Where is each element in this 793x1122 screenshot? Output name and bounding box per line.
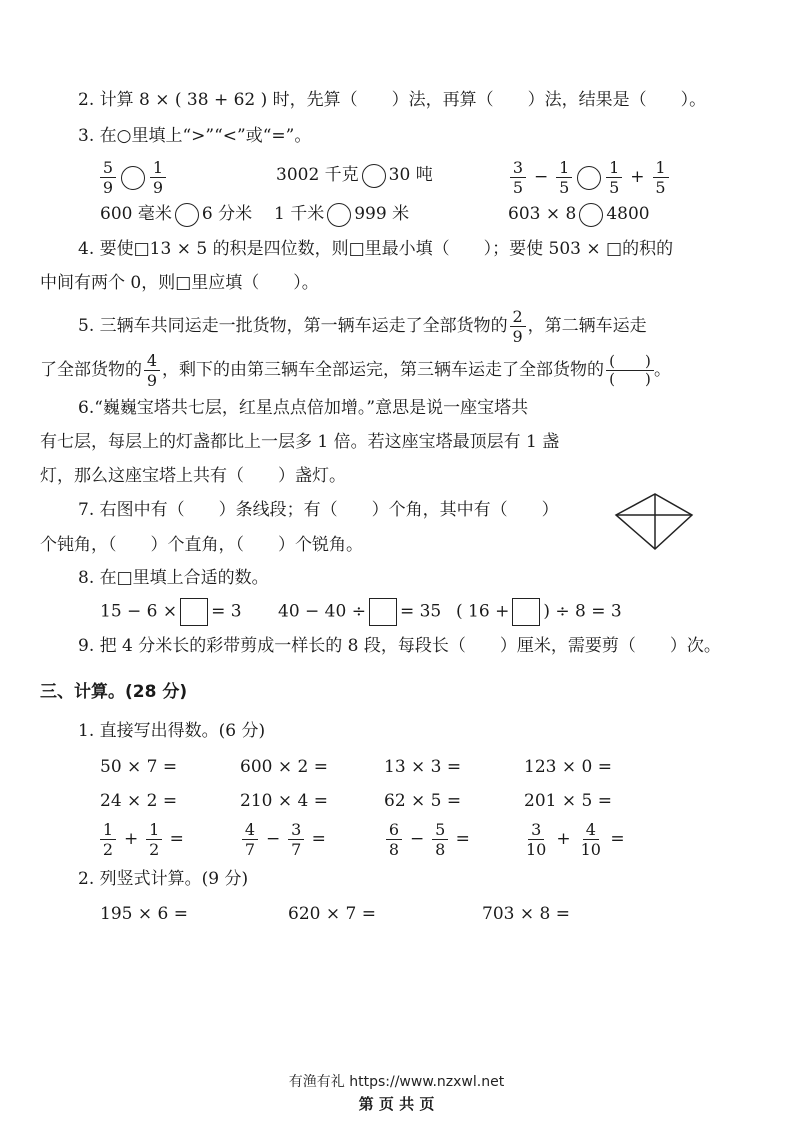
fraction: $\frac{1}{5}$ xyxy=(556,158,572,197)
question-6-line-3: 灯，那么这座宝塔上共有（ ）盏灯。 xyxy=(40,466,346,486)
vertical-calc-item: 620 × 7 = xyxy=(288,904,376,924)
fraction: $\frac{1}{9}$ xyxy=(150,158,166,197)
fraction-calc-item: $\frac{1}{2}$ + $\frac{1}{2}$ = xyxy=(98,820,184,859)
compare-circle[interactable] xyxy=(175,203,199,227)
question-8-title: 8. 在□里填上合适的数。 xyxy=(78,568,269,588)
compare-circle[interactable] xyxy=(577,166,601,190)
fraction-calc-item: $\frac{4}{7}$ − $\frac{3}{7}$ = xyxy=(240,820,326,859)
calc-item: 62 × 5 = xyxy=(384,791,462,811)
question-5-line-1: 5. 三辆车共同运走一批货物，第一辆车运走了全部货物的 $\frac{2}{9}$ ，第二辆车运走 xyxy=(78,307,647,346)
fraction: $\frac{3}{5}$ xyxy=(510,158,526,197)
q3-compare-4: 600 毫米 6 分米 xyxy=(100,202,252,227)
section-3-title: 三、计算。(28 分) xyxy=(40,682,188,702)
fraction: $\frac{5}{9}$ xyxy=(100,158,116,197)
calc-item: 201 × 5 = xyxy=(524,791,612,811)
fraction: $\frac{1}{5}$ xyxy=(606,158,622,197)
question-5-line-2: 了全部货物的 $\frac{4}{9}$ ，剩下的由第三辆车全部运完，第三辆车运走了全部货物的 $\frac{( )}{( )}$ 。 xyxy=(40,351,671,390)
compare-circle[interactable] xyxy=(121,166,145,190)
question-2: 2. 计算 8 × ( 38 + 62 ) 时，先算（ ）法，再算（ ）法，结果是（ ）。 xyxy=(78,90,707,110)
answer-box[interactable] xyxy=(512,598,540,626)
question-6-line-2: 有七层，每层上的灯盏都比上一层多 1 倍。若这座宝塔最顶层有 1 盏 xyxy=(40,432,560,452)
fraction-calc-item: $\frac{6}{8}$ − $\frac{5}{8}$ = xyxy=(384,820,470,859)
question-4-line-2: 中间有两个 0，则□里应填（ ）。 xyxy=(40,273,319,293)
answer-box[interactable] xyxy=(180,598,208,626)
question-3-title: 3. 在○里填上“>”“<”或“=”。 xyxy=(78,126,312,146)
section-3-subtitle-1: 1. 直接写出得数。(6 分) xyxy=(78,721,266,741)
section-3-subtitle-2: 2. 列竖式计算。(9 分) xyxy=(78,869,249,889)
answer-fraction-blank[interactable]: $\frac{( )}{( )}$ xyxy=(606,353,654,388)
calc-item: 50 × 7 = xyxy=(100,757,178,777)
calc-item: 24 × 2 = xyxy=(100,791,178,811)
calc-item: 13 × 3 = xyxy=(384,757,462,777)
q3-compare-3: $\frac{3}{5}$ − $\frac{1}{5}$ $\frac{1}{5}$ + $\frac{1}{5}$ xyxy=(508,158,671,197)
q3-compare-5: 1 千米 999 米 xyxy=(274,202,409,227)
question-4-line-1: 4. 要使□13 × 5 的积是四位数，则□里最小填（ ）；要使 503 × □的积的 xyxy=(78,239,674,259)
vertical-calc-item: 195 × 6 = xyxy=(100,904,188,924)
watermark-text: 有渔有礼 https://www.nzxwl.net xyxy=(288,1074,505,1090)
answer-box[interactable] xyxy=(369,598,397,626)
fraction: $\frac{2}{9}$ xyxy=(510,307,526,346)
kite-figure xyxy=(612,490,696,554)
q3-compare-2: 3002 千克 30 吨 xyxy=(276,163,433,188)
q8-equation-3: ( 16 + ) ÷ 8 = 3 xyxy=(456,598,622,626)
fraction-calc-item: $\frac{3}{10}$ + $\frac{4}{10}$ = xyxy=(526,820,625,859)
page-number: 第 页 共 页 xyxy=(358,1095,435,1113)
calc-item: 210 × 4 = xyxy=(240,791,328,811)
q3-compare-1 xyxy=(98,158,168,197)
q8-equation-2: 40 − 40 ÷ = 35 xyxy=(278,598,441,626)
question-9: 9. 把 4 分米长的彩带剪成一样长的 8 段，每段长（ ）厘米，需要剪（ ）次。 xyxy=(78,636,721,656)
vertical-calc-item: 703 × 8 = xyxy=(482,904,570,924)
calc-item: 600 × 2 = xyxy=(240,757,328,777)
calc-item: 123 × 0 = xyxy=(524,757,612,777)
compare-circle[interactable] xyxy=(327,203,351,227)
compare-circle[interactable] xyxy=(362,164,386,188)
q8-equation-1: 15 − 6 × = 3 xyxy=(100,598,242,626)
fraction: $\frac{4}{9}$ xyxy=(144,351,160,390)
question-6-line-1: 6.“巍巍宝塔共七层，红星点点倍加增。”意思是说一座宝塔共 xyxy=(78,398,529,418)
fraction: $\frac{1}{5}$ xyxy=(653,158,669,197)
question-7-line-1: 7. 右图中有（ ）条线段；有（ ）个角，其中有（ ） xyxy=(78,500,559,520)
q3-compare-6: 603 × 8 4800 xyxy=(508,202,650,227)
question-7-line-2: 个钝角，（ ）个直角，（ ）个锐角。 xyxy=(40,535,363,555)
compare-circle[interactable] xyxy=(579,203,603,227)
